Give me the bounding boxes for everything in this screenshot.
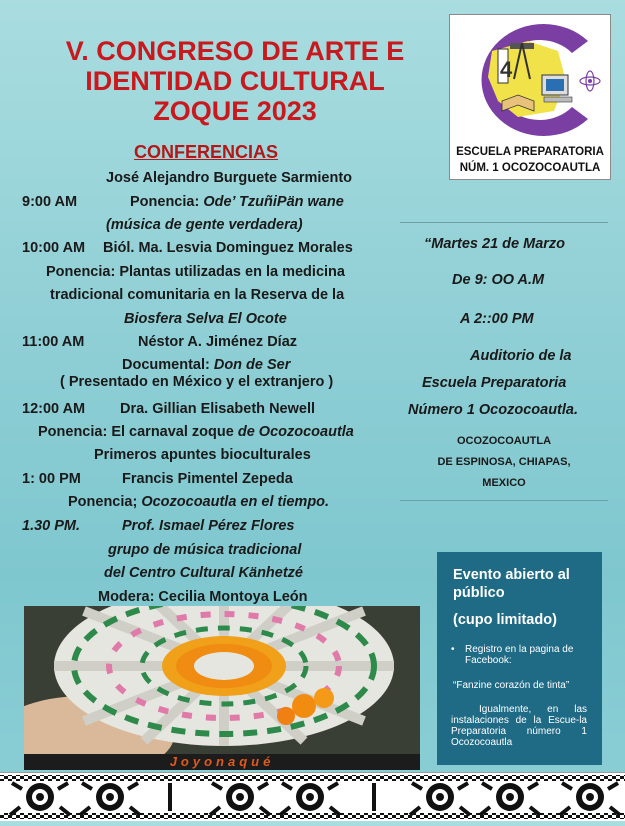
talk-line: grupo de música tradicional [108,542,302,558]
time-label: 12:00 AM [22,401,86,417]
talk-line: Biosfera Selva El Ocote [124,311,287,327]
embroidery-border [0,772,625,821]
time-label: 9:00 AM [22,194,78,210]
school-emblem-icon [458,21,602,139]
speaker-line: Néstor A. Jiménez Díaz [138,334,298,350]
speaker-line: Prof. Ismael Pérez Flores [122,518,295,534]
talk-note: ( Presentado en México y el extranjero ) [60,374,334,390]
divider [400,222,608,223]
box-note: Igualmente, en las instalaciones de la Escue-la Preparatoria número 1 Ocozocoautla [451,704,587,748]
box-title: Evento abierto al público [453,567,570,601]
divider [400,500,608,501]
talk-line: tradicional comunitaria en la Reserva de la [50,287,345,303]
registration-box [437,552,602,765]
logo-caption: ESCUELA PREPARATORIA NÚM. 1 OCOZOCOAUTLA [456,146,604,174]
talk-prefix: Ponencia; [68,494,142,510]
talk-subtitle: (música de gente verdadera) [106,217,303,233]
talk-line [130,194,344,210]
svg-text:4: 4 [500,57,513,82]
time-label: 1: 00 PM [22,471,81,487]
bullet-icon: • [451,644,455,655]
speaker-line: Francis Pimentel Zepeda [122,471,293,487]
box-capacity: (cupo limitado) [453,612,557,628]
school-logo [449,14,611,180]
talk-line [68,494,329,510]
speaker-line: José Alejandro Burguete Sarmiento [106,170,353,186]
speaker-line: Biól. Ma. Lesvia Dominguez Morales [103,240,353,256]
event-photo [24,606,420,754]
speaker-line: Dra. Gillian Elisabeth Newell [120,401,316,417]
section-heading: CONFERENCIAS [134,142,279,162]
talk-title: Don de Ser [213,357,291,373]
event-start: De 9: OO A.M [452,272,545,288]
time-label: 10:00 AM [22,240,86,256]
talk-prefix: Ponencia: El carnaval zoque [38,424,238,440]
time-label: 1.30 PM. [22,518,81,534]
photo-label: Joyonaqué [24,754,420,770]
venue-line: Escuela Preparatoria [422,375,567,391]
floral-border-pattern [0,773,625,821]
city-line: MEXICO [482,477,526,489]
city-line: OCOZOCOAUTLA [456,435,552,447]
talk-line: del Centro Cultural Känhetzé [104,565,303,581]
facebook-registration: Registro en la pagina de Facebook: [465,644,574,666]
talk-line [122,357,290,373]
talk-line [38,424,354,440]
event-date: “Martes 21 de Marzo [424,236,566,252]
talk-title: Ocozocoautla en el tiempo. [141,494,330,510]
time-label: 11:00 AM [22,334,85,350]
venue-line: Auditorio de la [470,348,572,364]
talk-prefix: Ponencia: [130,194,204,210]
talk-line: Ponencia: Plantas utilizadas en la medicina [46,264,345,280]
talk-title: de Ocozocoautla [237,424,354,440]
talk-title: Ode’ TzuñiPän wane [203,194,344,210]
flower-arrangement-image [24,606,420,754]
event-end: A 2::00 PM [460,311,534,327]
moderator-line: Modera: Cecilia Montoya León [98,589,308,605]
talk-prefix: Documental: [122,357,214,373]
facebook-page-name: “Fanzine corazón de tinta” [453,680,570,691]
venue-line: Número 1 Ocozocoautla. [408,402,579,418]
city-line: DE ESPINOSA, CHIAPAS, [437,456,571,468]
talk-line: Primeros apuntes bioculturales [94,447,311,463]
event-title: V. CONGRESO DE ARTE E IDENTIDAD CULTURAL ZOQUE 2023 [65,36,405,126]
